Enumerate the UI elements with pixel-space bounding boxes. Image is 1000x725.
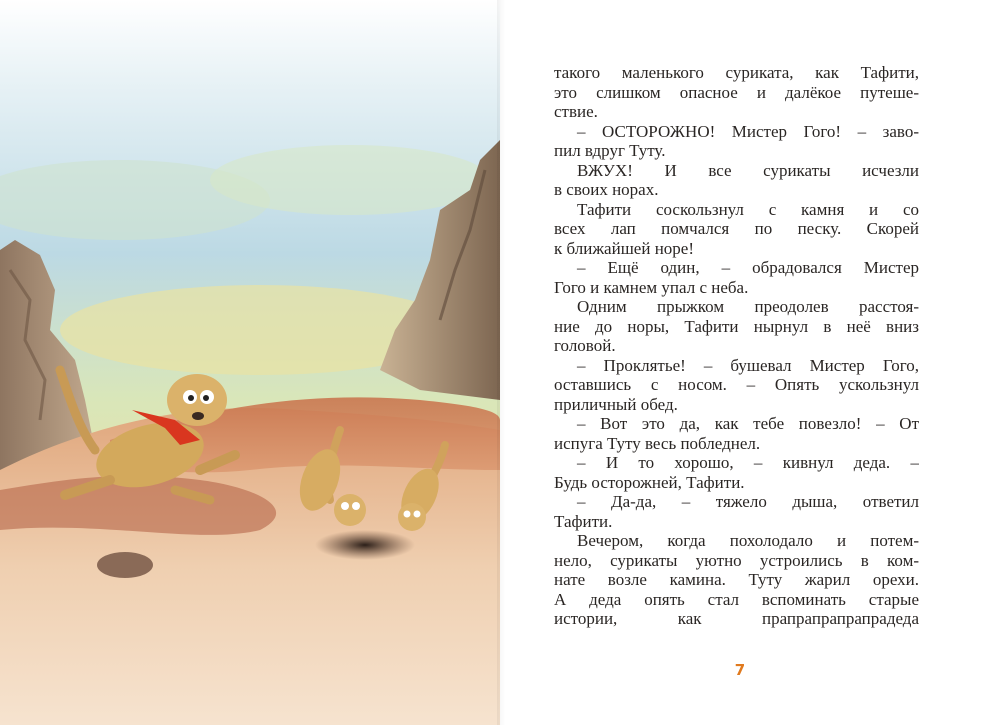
text-line: – Проклятье! – бушевал Мистер Гого, (577, 355, 919, 375)
text-line: Одним прыжком преодолев расстоя- (577, 297, 919, 316)
text-line: истории, как прапрапрапрапрадеда (554, 609, 919, 628)
text-line: испуга Туту весь побледнел. (554, 433, 761, 453)
text-line: пил вдруг Туту. (554, 141, 666, 160)
text-line: в своих норах. (554, 180, 659, 199)
text-line: – ОСТОРОЖНО! Мистер Гого! – заво- (577, 121, 919, 141)
text-line: – Да-да, – тяжело дыша, ответил (577, 492, 919, 511)
burrow-hole (315, 530, 415, 560)
text-line: ВЖУХ! И все сурикаты исчезли (577, 160, 919, 180)
text-line: Будь осторожней, Тафити. (554, 472, 745, 492)
text-line: Тафити. (554, 511, 613, 531)
text-line: это слишком опасное и далёкое путеше- (554, 82, 919, 102)
text-line: – Ещё один, – обрадовался Мистер (577, 258, 919, 277)
text-line: головой. (554, 336, 616, 355)
story-text (554, 63, 919, 629)
text-line: Тафити соскользнул с камня и со (577, 199, 919, 219)
text-page (500, 0, 1000, 725)
stone (97, 552, 153, 578)
text-line: нело, сурикаты уютно устроились в ком- (554, 550, 919, 570)
text-line: нате возле камина. Туту жарил орехи. (554, 570, 919, 589)
text-line: А деда опять стал вспоминать старые (554, 589, 919, 609)
text-line: такого маленького суриката, как Тафити, (554, 63, 919, 82)
text-line: всех лап помчался по песку. Скорей (554, 219, 919, 238)
text-line: ствие. (554, 102, 598, 121)
text-line: к ближайшей норе! (554, 238, 694, 258)
text-line: оставшись с носом. – Опять ускользнул (554, 375, 919, 394)
text-line: – Вот это да, как тебе повезло! – От (577, 414, 919, 433)
text-line: приличный обед. (554, 394, 678, 414)
text-line: Гого и камнем упал с неба. (554, 277, 749, 297)
page-number: 7 (734, 661, 746, 679)
text-line: ние до норы, Тафити нырнул в неё вниз (554, 316, 919, 336)
text-line: Вечером, когда похолодало и потем- (577, 531, 919, 550)
text-line: – И то хорошо, – кивнул деда. – (577, 453, 919, 472)
